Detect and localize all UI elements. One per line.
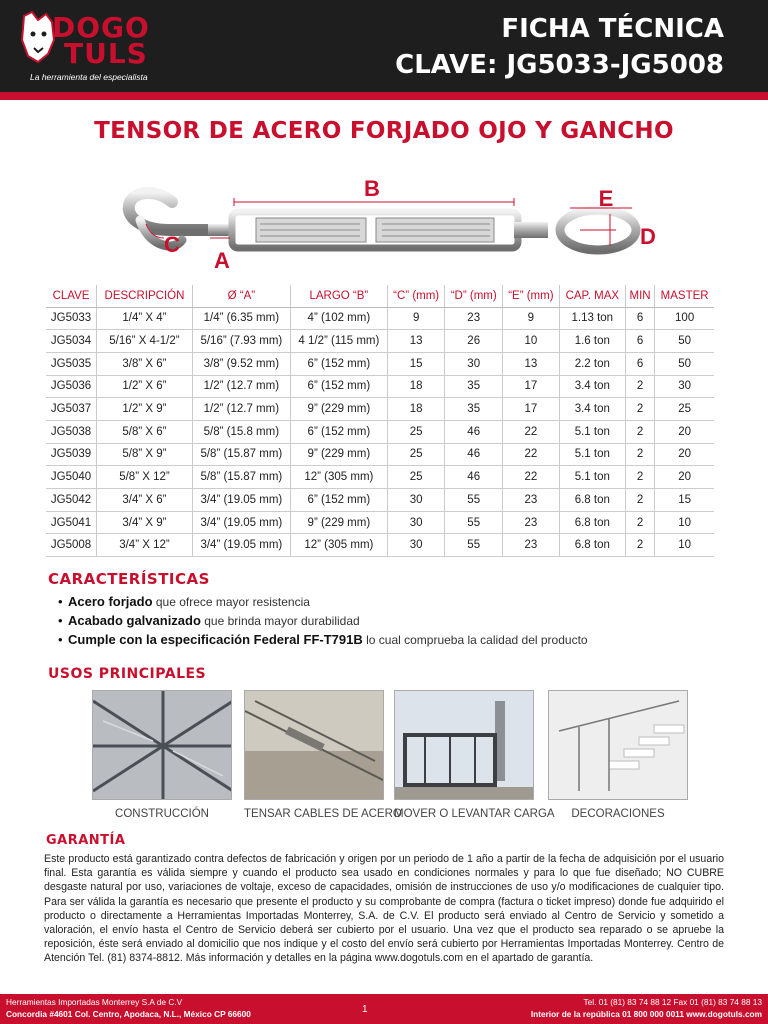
table-cell: 2: [625, 511, 654, 534]
table-cell: 1/2” X 9”: [97, 398, 193, 421]
table-cell: 25: [387, 466, 445, 489]
dim-label-a: A: [214, 248, 230, 273]
table-cell: 3/4” (19.05 mm): [192, 511, 290, 534]
table-cell: 17: [502, 375, 559, 398]
table-cell: 46: [445, 443, 503, 466]
table-cell: 30: [387, 489, 445, 512]
table-cell: JG5041: [46, 511, 97, 534]
table-cell: 2: [625, 375, 654, 398]
sheet-title: FICHA TÉCNICA: [501, 14, 724, 44]
table-cell: 6: [625, 330, 654, 353]
use-label: MOVER O LEVANTAR CARGA: [394, 808, 555, 820]
table-cell: 5.1 ton: [559, 443, 625, 466]
photo-construccion: [92, 690, 232, 800]
table-cell: 12” (305 mm): [290, 534, 387, 557]
turnbuckle-diagram: [110, 172, 670, 282]
table-row: [46, 466, 714, 489]
table-cell: 6: [625, 352, 654, 375]
page-number: 1: [362, 1004, 368, 1015]
table-row: [46, 489, 714, 512]
table-cell: 6.8 ton: [559, 511, 625, 534]
photo-tensar-cables: [244, 690, 384, 800]
table-cell: 2: [625, 466, 654, 489]
table-cell: 30: [387, 511, 445, 534]
use-decoraciones: [548, 690, 688, 820]
table-cell: 2.2 ton: [559, 352, 625, 375]
table-cell: 1/2” (12.7 mm): [192, 398, 290, 421]
table-cell: 9” (229 mm): [290, 398, 387, 421]
table-cell: 9” (229 mm): [290, 443, 387, 466]
feature-text: lo cual comprueba la calidad del producto: [362, 633, 588, 647]
table-cell: 12” (305 mm): [290, 466, 387, 489]
table-cell: 6” (152 mm): [290, 352, 387, 375]
table-cell: 30: [445, 352, 503, 375]
footer-web[interactable]: Interior de la república 01 800 000 0011 www.dogotuls.com: [530, 1009, 762, 1019]
table-cell: 100: [655, 307, 714, 330]
table-cell: 30: [387, 534, 445, 557]
garantia-text: Este producto está garantizado contra defectos de fabricación y origen por un periodo de 1 año a partir de la fecha de adquisición por el usuario final. Esta garantía es válida siempre y cuando el producto sea usado en condiciones normales y para lo que fue diseñado; NO CUBRE desgaste natural por uso, variaciones de voltaje, exceso de capacidades, omisión de instrucciones de uso y/o modificaciones de cualquier tipo. Para ser válida la garantía es necesario que presente el producto y su comprobante de compra (factura o ticket impreso) donde fue adquirido el producto o directamente a Herramientas Importadas Monterrey, S.A. de C.V. El producto será enviado al Centro de Servicio y sometido a valoración, el envío hasta el Centro de Servicio deberá ser cubierto por el usuario. Una vez que el producto sea reparado o se apruebe la reposición, éste será enviado al domicilio que nos indique y el costo del envío será cubierto por Herramientas Importadas Monterrey. Centro de Atención Tel. (81) 8374-8812. Más información y detalles en la página www.dogotuls.com en el apartado de garantía.: [44, 853, 724, 965]
table-cell: 55: [445, 489, 503, 512]
col-header: CAP. MAX: [559, 285, 625, 307]
use-mover-carga: [394, 690, 555, 820]
table-cell: 26: [445, 330, 503, 353]
bullet-icon: •: [58, 613, 63, 628]
table-cell: JG5034: [46, 330, 97, 353]
table-cell: 35: [445, 398, 503, 421]
product-title: TENSOR DE ACERO FORJADO OJO Y GANCHO: [94, 118, 674, 144]
dogotuls-logo[interactable]: [16, 6, 186, 86]
table-cell: 20: [655, 420, 714, 443]
table-cell: JG5042: [46, 489, 97, 512]
table-cell: 9: [387, 307, 445, 330]
table-cell: 2: [625, 398, 654, 421]
footer-bar: [0, 994, 768, 1024]
table-cell: 5/8” (15.87 mm): [192, 443, 290, 466]
table-cell: 6” (152 mm): [290, 375, 387, 398]
table-cell: 5/8” X 12”: [97, 466, 193, 489]
table-cell: 46: [445, 420, 503, 443]
table-cell: 2: [625, 489, 654, 512]
logo-word-tuls: TULS: [64, 37, 148, 70]
table-cell: JG5037: [46, 398, 97, 421]
logo-word-dogo: DOGO: [52, 11, 150, 44]
feature-list: [58, 592, 588, 649]
col-header: “E” (mm): [502, 285, 559, 307]
table-cell: 23: [502, 489, 559, 512]
table-cell: 22: [502, 420, 559, 443]
table-cell: 23: [502, 534, 559, 557]
spec-table: [46, 285, 714, 557]
photo-mover-carga: [394, 690, 534, 800]
dim-label-d: D: [640, 224, 656, 249]
col-header: “D” (mm): [445, 285, 503, 307]
table-cell: 9” (229 mm): [290, 511, 387, 534]
table-body: [46, 307, 714, 557]
table-cell: JG5008: [46, 534, 97, 557]
table-cell: 15: [387, 352, 445, 375]
table-cell: 3/4” X 12”: [97, 534, 193, 557]
section-title-garantia: GARANTÍA: [46, 833, 126, 848]
section-title-usos: USOS PRINCIPALES: [48, 666, 207, 682]
use-label: DECORACIONES: [571, 808, 665, 820]
table-cell: 50: [655, 330, 714, 353]
col-header: Ø “A”: [192, 285, 290, 307]
table-row: [46, 352, 714, 375]
table-cell: 55: [445, 534, 503, 557]
col-header: DESCRIPCIÓN: [97, 285, 193, 307]
table-cell: 20: [655, 443, 714, 466]
feature-bold: Acabado galvanizado: [68, 613, 201, 628]
table-cell: JG5036: [46, 375, 97, 398]
use-tensar-cables: [244, 690, 402, 820]
table-cell: 3/8” (9.52 mm): [192, 352, 290, 375]
header-bar: [0, 0, 768, 92]
table-cell: 10: [502, 330, 559, 353]
table-cell: 3/4” X 9”: [97, 511, 193, 534]
col-header: LARGO “B”: [290, 285, 387, 307]
footer-address: Concordia #4601 Col. Centro, Apodaca, N.L., México CP 66600: [6, 1009, 251, 1019]
table-cell: 35: [445, 375, 503, 398]
section-title-caracteristicas: CARACTERÍSTICAS: [48, 570, 210, 588]
table-cell: 6” (152 mm): [290, 489, 387, 512]
table-cell: 13: [387, 330, 445, 353]
feature-item: [58, 630, 588, 649]
table-cell: 5/8” (15.8 mm): [192, 420, 290, 443]
table-cell: JG5040: [46, 466, 97, 489]
table-cell: 22: [502, 466, 559, 489]
table-cell: 1/2” (12.7 mm): [192, 375, 290, 398]
table-cell: 4 1/2” (115 mm): [290, 330, 387, 353]
table-cell: JG5038: [46, 420, 97, 443]
use-construccion: [92, 690, 232, 820]
table-cell: 18: [387, 398, 445, 421]
bullet-icon: •: [58, 632, 63, 647]
table-cell: 5.1 ton: [559, 466, 625, 489]
table-cell: 5.1 ton: [559, 420, 625, 443]
table-row: [46, 375, 714, 398]
use-label: TENSAR CABLES DE ACERO: [244, 808, 402, 820]
col-header: “C” (mm): [387, 285, 445, 307]
table-cell: JG5035: [46, 352, 97, 375]
table-cell: 46: [445, 466, 503, 489]
uses-gallery: [92, 690, 688, 820]
table-cell: 30: [655, 375, 714, 398]
table-cell: 1.6 ton: [559, 330, 625, 353]
table-cell: 3/4” X 6”: [97, 489, 193, 512]
feature-text: que ofrece mayor resistencia: [152, 595, 310, 609]
feature-item: [58, 611, 588, 630]
col-header: CLAVE: [46, 285, 97, 307]
dim-label-c: C: [164, 232, 180, 257]
table-cell: 1.13 ton: [559, 307, 625, 330]
table-cell: 20: [655, 466, 714, 489]
feature-item: [58, 592, 588, 611]
table-cell: 6” (152 mm): [290, 420, 387, 443]
table-cell: 3/4” (19.05 mm): [192, 489, 290, 512]
table-cell: 10: [655, 511, 714, 534]
table-cell: 5/16” (7.93 mm): [192, 330, 290, 353]
feature-text: que brinda mayor durabilidad: [200, 614, 360, 628]
table-header-row: [46, 285, 714, 307]
table-cell: 2: [625, 534, 654, 557]
product-code: CLAVE: JG5033-JG5008: [395, 50, 724, 80]
dim-label-e: E: [598, 186, 614, 211]
col-header: MASTER: [655, 285, 714, 307]
table-cell: 3/8” X 6”: [97, 352, 193, 375]
table-cell: 25: [655, 398, 714, 421]
table-cell: 15: [655, 489, 714, 512]
table-cell: 5/8” (15.87 mm): [192, 466, 290, 489]
table-cell: 2: [625, 443, 654, 466]
table-cell: JG5039: [46, 443, 97, 466]
table-cell: 25: [387, 443, 445, 466]
table-cell: 6: [625, 307, 654, 330]
bullet-icon: •: [58, 594, 63, 609]
table-cell: 13: [502, 352, 559, 375]
table-cell: 3.4 ton: [559, 375, 625, 398]
table-cell: 5/16” X 4-1/2”: [97, 330, 193, 353]
table-cell: 50: [655, 352, 714, 375]
header-red-stripe: [0, 92, 768, 100]
table-cell: 5/8” X 6”: [97, 420, 193, 443]
table-cell: 22: [502, 443, 559, 466]
table-row: [46, 443, 714, 466]
table-cell: 6.8 ton: [559, 489, 625, 512]
table-cell: 23: [445, 307, 503, 330]
table-cell: 3/4” (19.05 mm): [192, 534, 290, 557]
table-cell: 25: [387, 420, 445, 443]
table-cell: 1/4” X 4”: [97, 307, 193, 330]
table-cell: 6.8 ton: [559, 534, 625, 557]
table-cell: JG5033: [46, 307, 97, 330]
photo-decoraciones: [548, 690, 688, 800]
table-cell: 18: [387, 375, 445, 398]
table-cell: 1/2” X 6”: [97, 375, 193, 398]
table-cell: 9: [502, 307, 559, 330]
table-cell: 2: [625, 420, 654, 443]
dim-label-b: B: [364, 176, 380, 201]
table-row: [46, 534, 714, 557]
feature-bold: Acero forjado: [68, 594, 153, 609]
table-cell: 3.4 ton: [559, 398, 625, 421]
footer-company: Herramientas Importadas Monterrey S.A de C.V: [6, 997, 183, 1007]
table-row: [46, 398, 714, 421]
feature-bold: Cumple con la especificación Federal FF-T791B: [68, 632, 363, 647]
logo-tagline: La herramienta del especialista: [30, 72, 148, 82]
footer-phone: Tel. 01 (81) 83 74 88 12 Fax 01 (81) 83 74 88 13: [583, 997, 762, 1007]
table-cell: 5/8” X 9”: [97, 443, 193, 466]
table-cell: 10: [655, 534, 714, 557]
table-row: [46, 511, 714, 534]
table-cell: 23: [502, 511, 559, 534]
table-cell: 17: [502, 398, 559, 421]
use-label: CONSTRUCCIÓN: [115, 808, 209, 820]
table-row: [46, 330, 714, 353]
table-row: [46, 307, 714, 330]
table-row: [46, 420, 714, 443]
table-cell: 55: [445, 511, 503, 534]
table-cell: 1/4” (6.35 mm): [192, 307, 290, 330]
table-cell: 4” (102 mm): [290, 307, 387, 330]
col-header: MIN: [625, 285, 654, 307]
